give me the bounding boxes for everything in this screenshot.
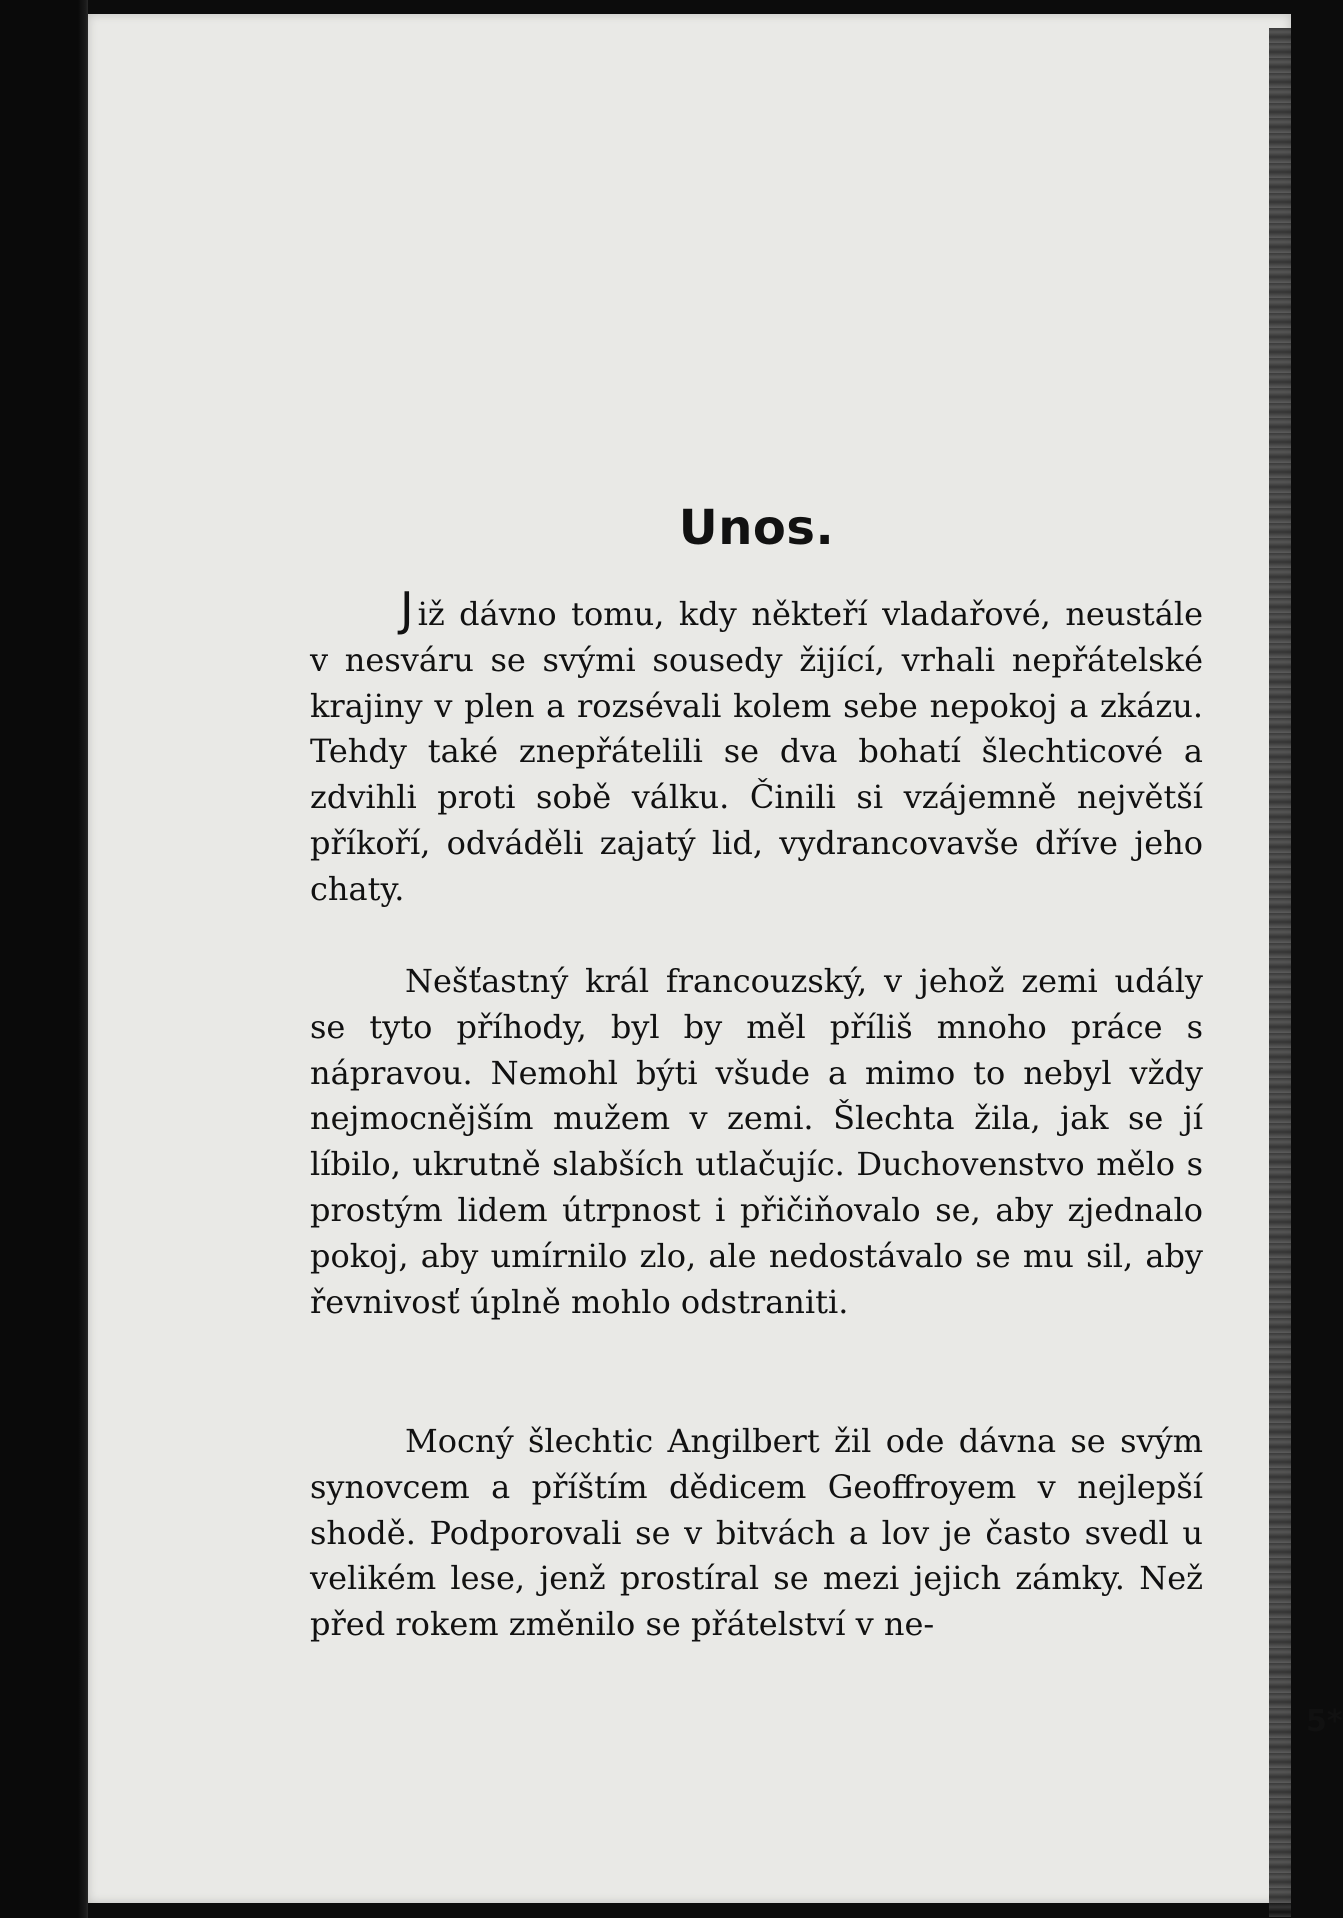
paragraph-1-text: iž dávno tomu, kdy někteří vladařové, neustále v nesváru se svými sousedy žijící, vrhali nepřátelské krajiny v plen a rozsévali kolem sebe nepokoj a zkázu. Tehdy také znepřátelili se dva bohatí šlechticové a zdvihli proti sobě válku. Činili si vzájemně největší příkoří, odváděli zajatý lid, vydrancovavše dříve jeho chaty. bbox=[310, 595, 1203, 908]
paragraph-1 bbox=[310, 582, 1203, 913]
paragraph-2: Nešťastný král francouzský, v jehož zemi udály se tyto příhody, byl by měl příliš mnoho práce s nápravou. Nemohl býti všude a mimo to nebyl vždy nejmocnějším mužem v zemi. Šlechta žila, jak se jí líbilo, ukrutně slabších utlačujíc. Duchovenstvo mělo s prostým lidem útrpnost i přičiňovalo se, aby zjednalo pokoj, aby umírnilo zlo, ale nedostávalo se mu sil, aby řevnivosť úplně mohlo odstraniti. bbox=[310, 962, 1203, 1321]
drop-cap: J bbox=[400, 582, 414, 636]
page-edge-shadow bbox=[1269, 28, 1291, 1917]
chapter-title: Unos. bbox=[678, 500, 835, 556]
left-scan-margin bbox=[0, 0, 88, 1918]
paragraph-3: Mocný šlechtic Angilbert žil ode dávna se svým synovcem a příštím dědicem Geoffroyem v nejlepší shodě. Podporovali se v bitvách a lov je často svedl u velikém lese, jenž prostíral se mezi jejich zámky. Než před rokem změnilo se přátelství v ne- bbox=[310, 1422, 1203, 1644]
page-number: 5* bbox=[1306, 1704, 1343, 1739]
book-page bbox=[88, 14, 1343, 1903]
